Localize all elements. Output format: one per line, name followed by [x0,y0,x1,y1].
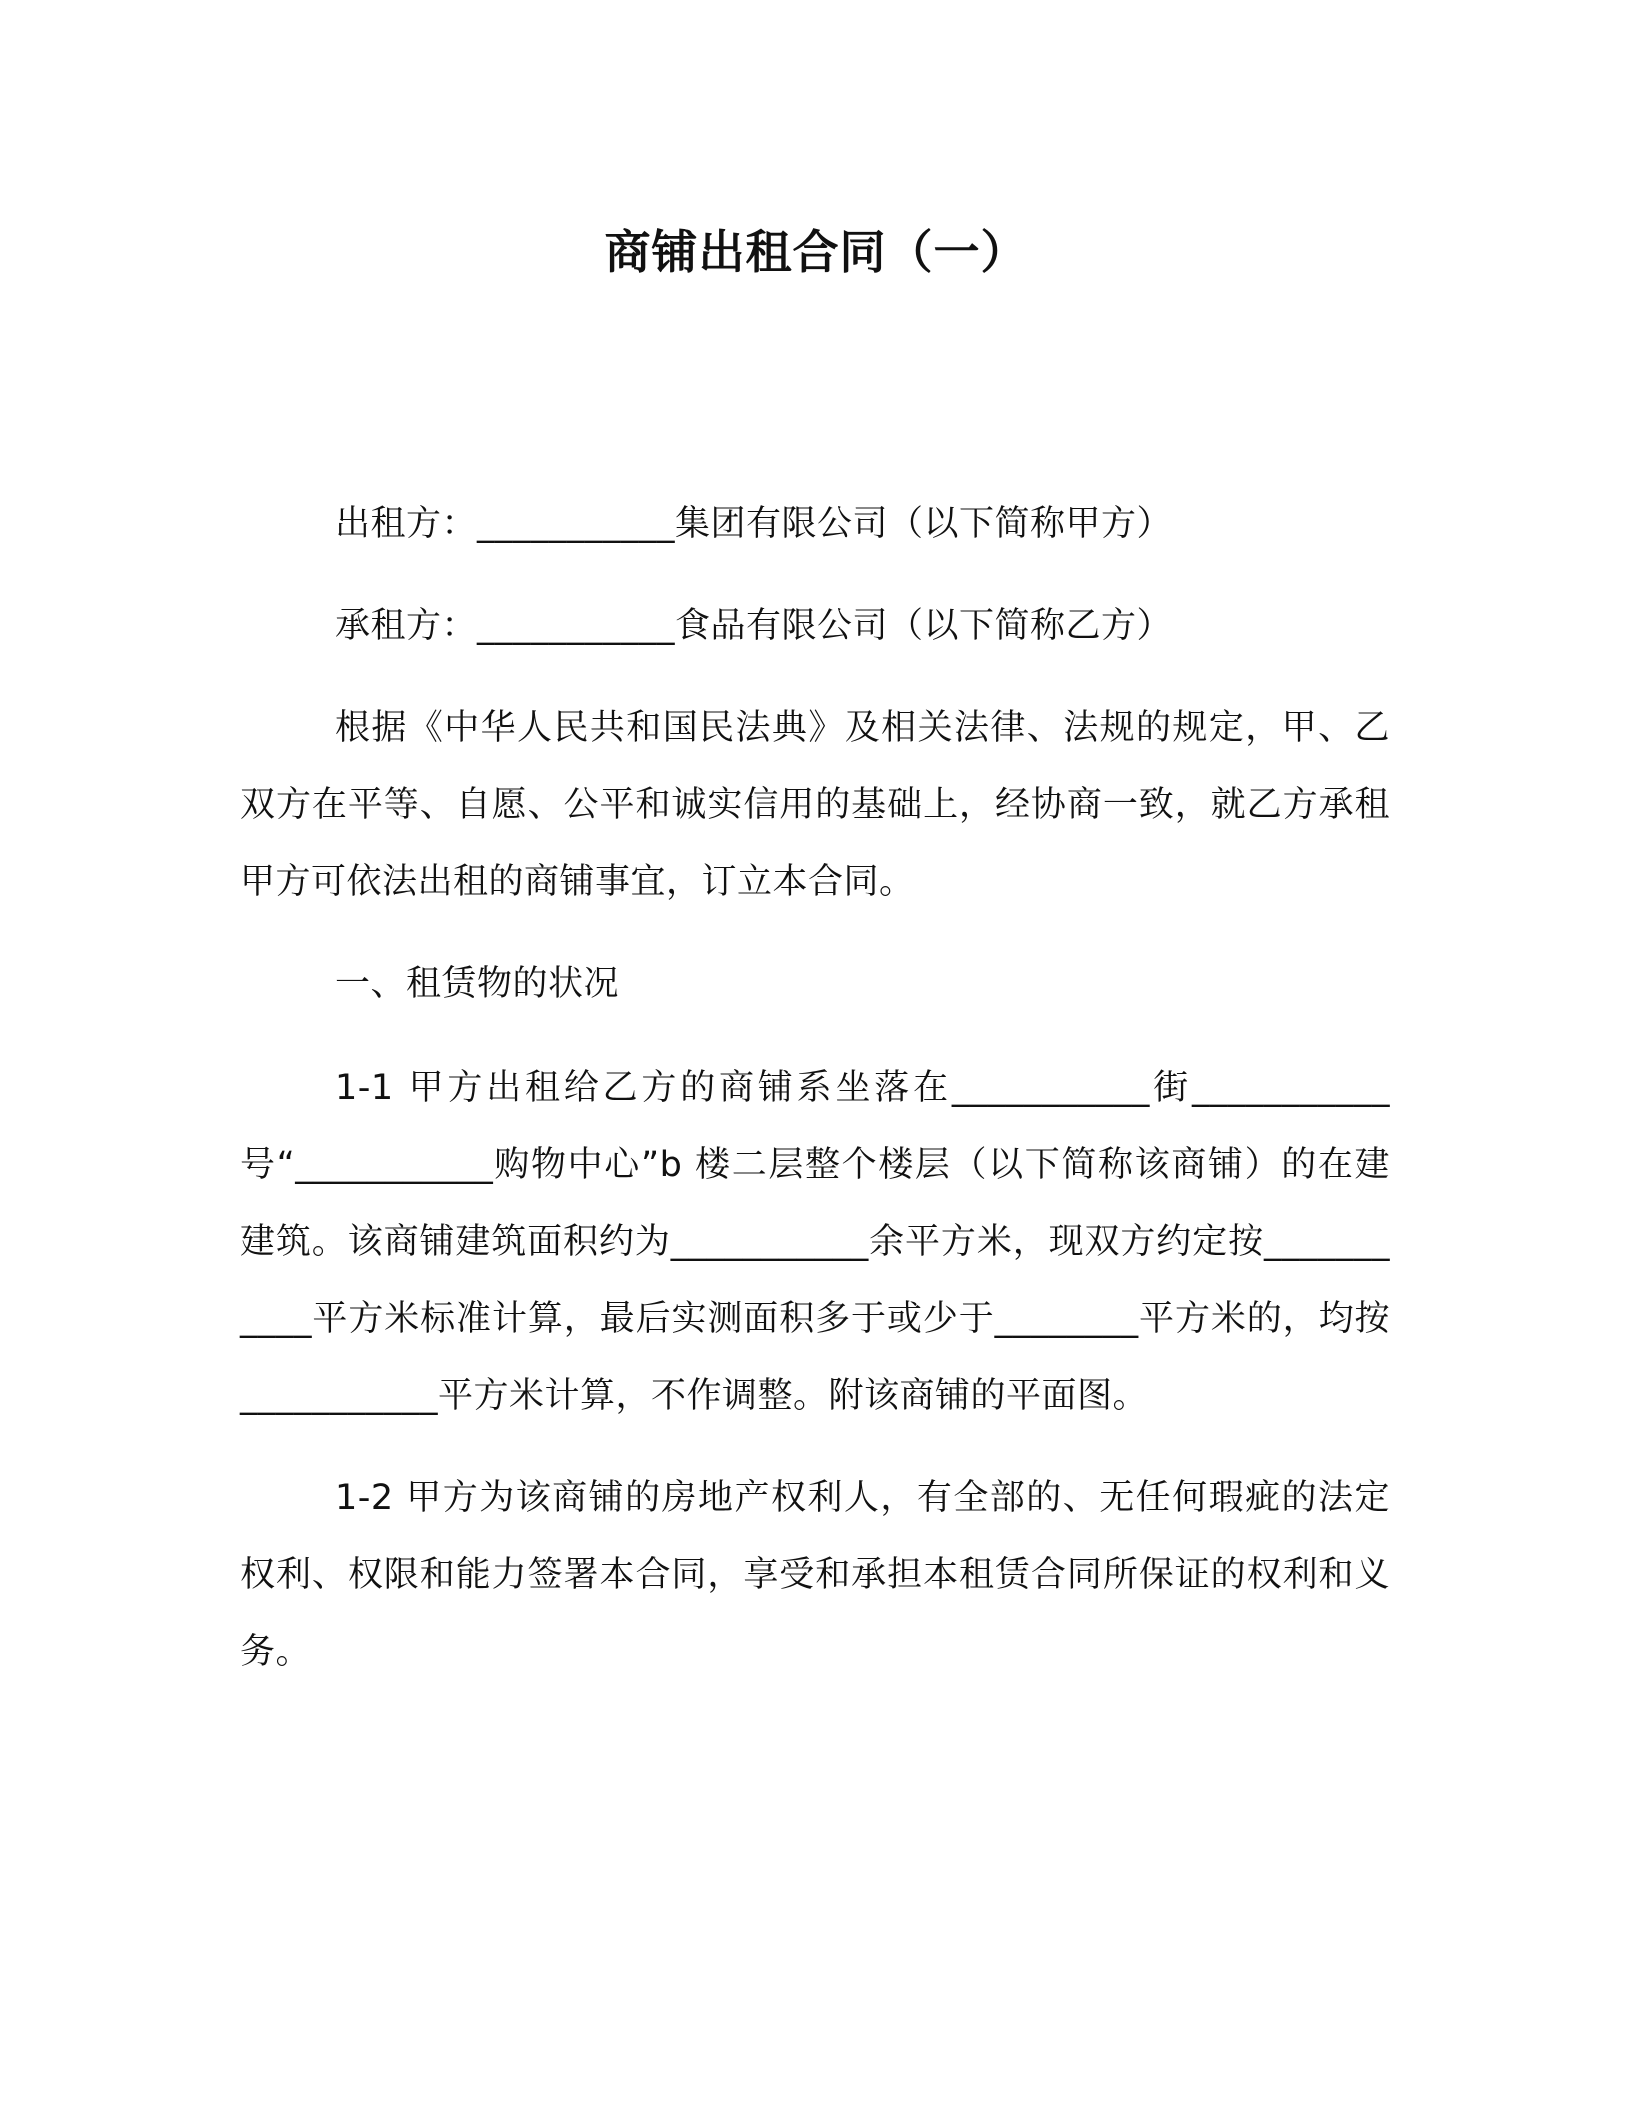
document-title: 商铺出租合同（一） [604,225,1028,279]
lessee-line: 承租方：___________食品有限公司（以下简称乙方） [335,606,1173,646]
lessor-line: 出租方：___________集团有限公司（以下简称甲方） [335,504,1173,544]
section-1-heading: 一、租赁物的状况 [335,964,620,1004]
intro-paragraph: 根据《中华人民共和国民法典》及相关法律、法规的规定，甲、乙双方在平等、自愿、公平和诚实信用的基础上，经协商一致，就乙方承租甲方可依法出租的商铺事宜，订立本合同。 [240,708,1390,902]
clause-1-1: 1-1 甲方出租给乙方的商铺系坐落在___________街___________号“___________购物中心”b 楼二层整个楼层（以下简称该商铺）的在建建筑。该商铺建筑面积约为___________余平方米，现双方约定按___________平方米标准计算，最后实测面积多于或少于________平方米的，均按___________平方米计算，不作调整。附该商铺的平面图。 [240,1068,1390,1416]
document-body [240,0,1390,2112]
clause-1-2: 1-2 甲方为该商铺的房地产权利人，有全部的、无任何瑕疵的法定权利、权限和能力签署本合同，享受和承担本租赁合同所保证的权利和义务。 [240,1478,1390,1672]
